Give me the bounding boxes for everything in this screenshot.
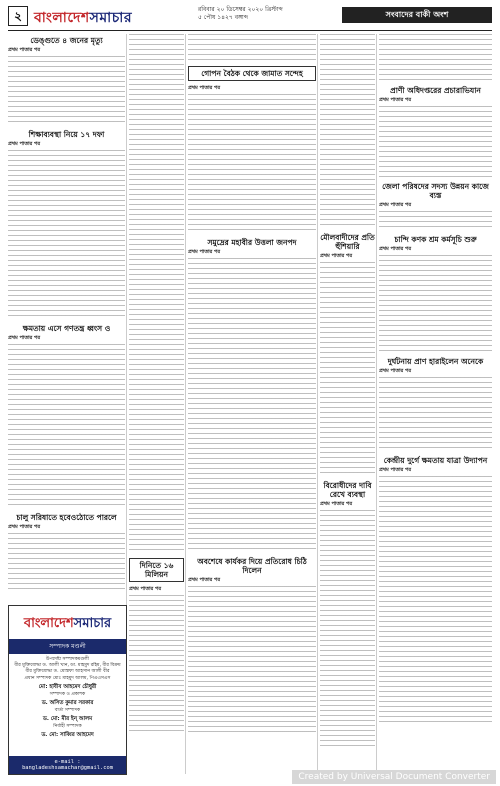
- article-body: [8, 56, 125, 126]
- article-headline: চান্দি কণক শ্রম কর্মসূচি শুরু: [394, 235, 477, 244]
- article-byline: প্রথম পাতার পর: [129, 586, 162, 592]
- article-byline: প্রথম পাতার পর: [379, 97, 412, 103]
- article-body: [188, 586, 316, 736]
- imprint-line: উপদেষ্টা সম্পাদকমণ্ডলী: [45, 657, 89, 662]
- article-body: [379, 255, 492, 353]
- date-bengali: ৫ পৌষ ১৪২৭ বঙ্গাব্দ: [198, 14, 249, 21]
- article-byline: প্রথম পাতার পর: [8, 524, 41, 530]
- article-headline: সমুদ্রের মহাবীর উত্তলা জনপদ: [207, 238, 297, 247]
- article-headline: কেন্দ্রীয় দুর্গে ক্ষমতায় যাত্রা উদ্যাপন: [383, 456, 488, 465]
- imprint-name: ড. মো: মীর ইন্ আলম: [42, 716, 93, 723]
- article-headline: ক্ষমতায় এসে গণতন্ত্র ধ্বংস ও: [22, 324, 111, 333]
- imprint-logo: [9, 614, 126, 635]
- article-body: [8, 344, 125, 509]
- article-body: [320, 510, 375, 750]
- article-body: [8, 533, 125, 593]
- imprint-name: মো: হাবীব আহমেদ চৌধুরী: [38, 683, 97, 690]
- article-headline: গোপন বৈঠক থেকে জামাত সন্দেহ: [188, 66, 316, 81]
- date-gregorian: রবিবার ২০ ডিসেম্বর ২০২০ খ্রিস্টাব্দ: [198, 6, 283, 13]
- article-headline: প্রাণী অধিদপ্তরের প্রচারাভিযান: [390, 86, 481, 95]
- converter-watermark: Created by Universal Document Converter: [292, 770, 496, 784]
- column-2: [129, 34, 184, 739]
- article-byline: প্রথম পাতার পর: [188, 85, 221, 91]
- article-byline: প্রথম পাতার পর: [379, 467, 412, 473]
- imprint-role: বার্তা সম্পাদক: [54, 708, 81, 714]
- article-headline: জেলা পরিষদের সদস্য উন্নয়ন কাজে ব্যস্ত: [382, 182, 489, 200]
- article-byline: প্রথম পাতার পর: [8, 47, 41, 53]
- imprint-banner: সম্পাদক মণ্ডলী: [9, 639, 126, 654]
- article-byline: প্রথম পাতার পর: [188, 249, 221, 255]
- imprint-logo-part-2: সমাচার: [73, 616, 112, 631]
- masthead-divider: [8, 30, 492, 31]
- article-headline: দিনিতে ১৬ মিলিয়ন: [129, 558, 184, 582]
- imprint-logo-part-1: বাংলাদেশ: [23, 616, 74, 631]
- article-byline: প্রথম পাতার পর: [188, 577, 221, 583]
- article-body: [379, 106, 492, 178]
- article-byline: প্রথম পাতার পর: [320, 253, 353, 259]
- article-byline: প্রথম পাতার পর: [379, 202, 412, 208]
- article-headline: অবশেষে কার্যকর দিয়ে প্রতিরোধ চিঠি দিলেন: [197, 557, 307, 575]
- page-number: ২: [8, 6, 28, 26]
- imprint-role: নির্বাহী সম্পাদক: [53, 724, 82, 730]
- article-byline: প্রথম পাতার পর: [8, 141, 41, 147]
- column-divider: [185, 34, 186, 774]
- article-body: [129, 34, 184, 554]
- article-body: [320, 34, 375, 229]
- column-divider: [376, 34, 377, 774]
- article-byline: প্রথম পাতার পর: [320, 501, 353, 507]
- editorial-imprint: [8, 605, 127, 775]
- article-headline: চালু সরিষাতে হবেওঠোতে পারলে: [16, 513, 117, 522]
- article-body: [379, 476, 492, 726]
- section-title: সংবাদের বাকী অংশ: [342, 7, 492, 23]
- article-body: [129, 595, 184, 735]
- column-divider: [317, 34, 318, 774]
- imprint-line: প্রধান সম্পাদক মোঃ মাহমুদ আলম, পিএএসএস: [24, 675, 111, 681]
- imprint-line: বীর মুক্তিযোদ্ধা ড. আলী খান, ডা. মাহমুদ রহিম, বীর বিক্রম: [14, 663, 121, 669]
- article-body: [8, 150, 125, 320]
- logo-part-2: সমাচার: [89, 10, 133, 26]
- article-body: [379, 34, 492, 82]
- article-headline: ডেঙ্গুতে ৪ জনের মৃত্যু: [30, 36, 103, 45]
- column-1: [8, 34, 125, 597]
- article-body: [188, 34, 316, 62]
- article-body: [188, 94, 316, 234]
- article-body: [188, 258, 316, 553]
- column-4: [320, 34, 375, 754]
- column-5: [379, 34, 492, 730]
- imprint-name: ড. মো: সাব্বির আহমেদ: [41, 732, 94, 739]
- newspaper-logo: [34, 6, 132, 30]
- article-headline: বিরোধীদের দাবি রেখে ব্যবস্থা: [323, 481, 372, 499]
- article-headline: মৌলবাদীদের প্রতি হুঁশিয়ারি: [320, 233, 375, 251]
- article-byline: প্রথম পাতার পর: [379, 246, 412, 252]
- article-body: [379, 377, 492, 452]
- article-body: [379, 211, 492, 231]
- logo-part-1: বাংলাদেশ: [34, 10, 90, 26]
- article-headline: দুর্ঘটনায় প্রাণ হারাইলেন অনেকে: [387, 357, 484, 366]
- article-body: [320, 262, 375, 477]
- column-3: [188, 34, 316, 740]
- issue-dates: [198, 6, 283, 22]
- imprint-role: সম্পাদক ও প্রকাশক: [49, 691, 86, 697]
- article-byline: প্রথম পাতার পর: [8, 335, 41, 341]
- article-headline: শিক্ষাব্যবস্থা নিয়ে ১৭ দফা: [28, 130, 105, 139]
- imprint-email[interactable]: e-mail : bangladeshsamachar@gmail.com: [9, 756, 126, 774]
- article-byline: প্রথম পাতার পর: [379, 368, 412, 374]
- masthead: [8, 6, 492, 28]
- imprint-name: ড. অসিত কুমার সরকার: [41, 700, 94, 707]
- imprint-line: বীর মুক্তিযোদ্ধা ড. মোস্তফা আহসান আলী বীর: [25, 669, 110, 675]
